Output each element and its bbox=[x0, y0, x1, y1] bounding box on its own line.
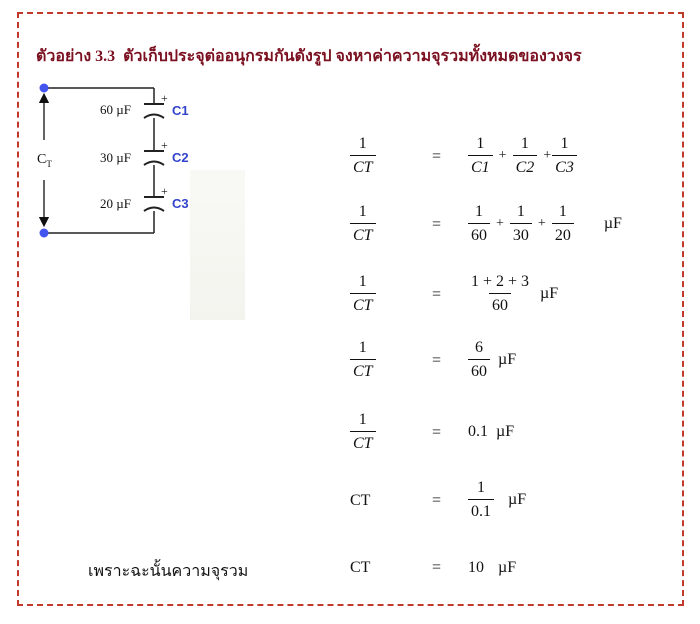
c3-label: C3 bbox=[172, 196, 189, 211]
equals-sign: = bbox=[432, 352, 442, 369]
final-answer: 10 µF bbox=[468, 559, 517, 577]
c1-plus: + bbox=[161, 91, 168, 105]
step-row-2 bbox=[0, 202, 700, 246]
step-row-5 bbox=[0, 410, 700, 454]
ct-symbol: CT bbox=[350, 492, 371, 509]
step-row-3 bbox=[0, 272, 700, 316]
equals-sign: = bbox=[432, 559, 442, 576]
lhs-fraction: $\frac{1}{CT}$ bbox=[350, 134, 376, 177]
rhs-expression: $\frac{1}{60}$ + $\frac{1}{30}$ + $\frac{1}{20}$ µF bbox=[468, 202, 622, 245]
rhs-expression: 0.1 µF bbox=[468, 423, 515, 441]
c2-plus: + bbox=[161, 138, 168, 152]
equals-sign: = bbox=[432, 424, 442, 441]
step-row-7 bbox=[0, 548, 700, 592]
lhs-fraction: $\frac{1}{CT}$ bbox=[350, 272, 376, 315]
c1-label: C1 bbox=[172, 103, 189, 118]
c1-value: 60 µF bbox=[100, 102, 131, 117]
c2-label: C2 bbox=[172, 150, 189, 165]
example-title bbox=[36, 44, 582, 69]
rhs-expression: $\frac{1}{0.1}$ µF bbox=[468, 478, 526, 521]
step-row-6 bbox=[0, 478, 700, 522]
lhs-fraction: $\frac{1}{CT}$ bbox=[350, 410, 376, 453]
c2-value: 30 µF bbox=[100, 150, 131, 165]
conclusion-text: เพราะฉะนั้นความจุรวม bbox=[88, 563, 249, 580]
equals-sign: = bbox=[432, 216, 442, 233]
rhs-expression: $\frac{1 + 2 + 3}{60}$ µF bbox=[471, 273, 559, 315]
step-row-1 bbox=[0, 134, 700, 178]
ct-symbol: CT bbox=[350, 559, 371, 576]
equals-sign: = bbox=[432, 148, 442, 165]
rhs-expression: $\frac{1}{C1}$ + $\frac{1}{C2}$ + $\frac{1}{C3}$ bbox=[468, 134, 577, 177]
example-question: ตัวเก็บประจุต่ออนุกรมกันดังรูป จงหาค่าความจุรวมทั้งหมดของวงจร bbox=[123, 48, 582, 65]
c3-value: 20 µF bbox=[100, 196, 131, 211]
rhs-expression: $\frac{6}{60}$ µF bbox=[468, 338, 516, 381]
equals-sign: = bbox=[432, 492, 442, 509]
example-number: ตัวอย่าง 3.3 bbox=[36, 48, 116, 65]
lhs-fraction: $\frac{1}{CT}$ bbox=[350, 338, 376, 381]
ct-label: $C_T$ bbox=[37, 152, 52, 169]
c3-plus: + bbox=[161, 184, 168, 198]
step-row-4 bbox=[0, 338, 700, 382]
equals-sign: = bbox=[432, 286, 442, 303]
lhs-fraction: $\frac{1}{CT}$ bbox=[350, 202, 376, 245]
